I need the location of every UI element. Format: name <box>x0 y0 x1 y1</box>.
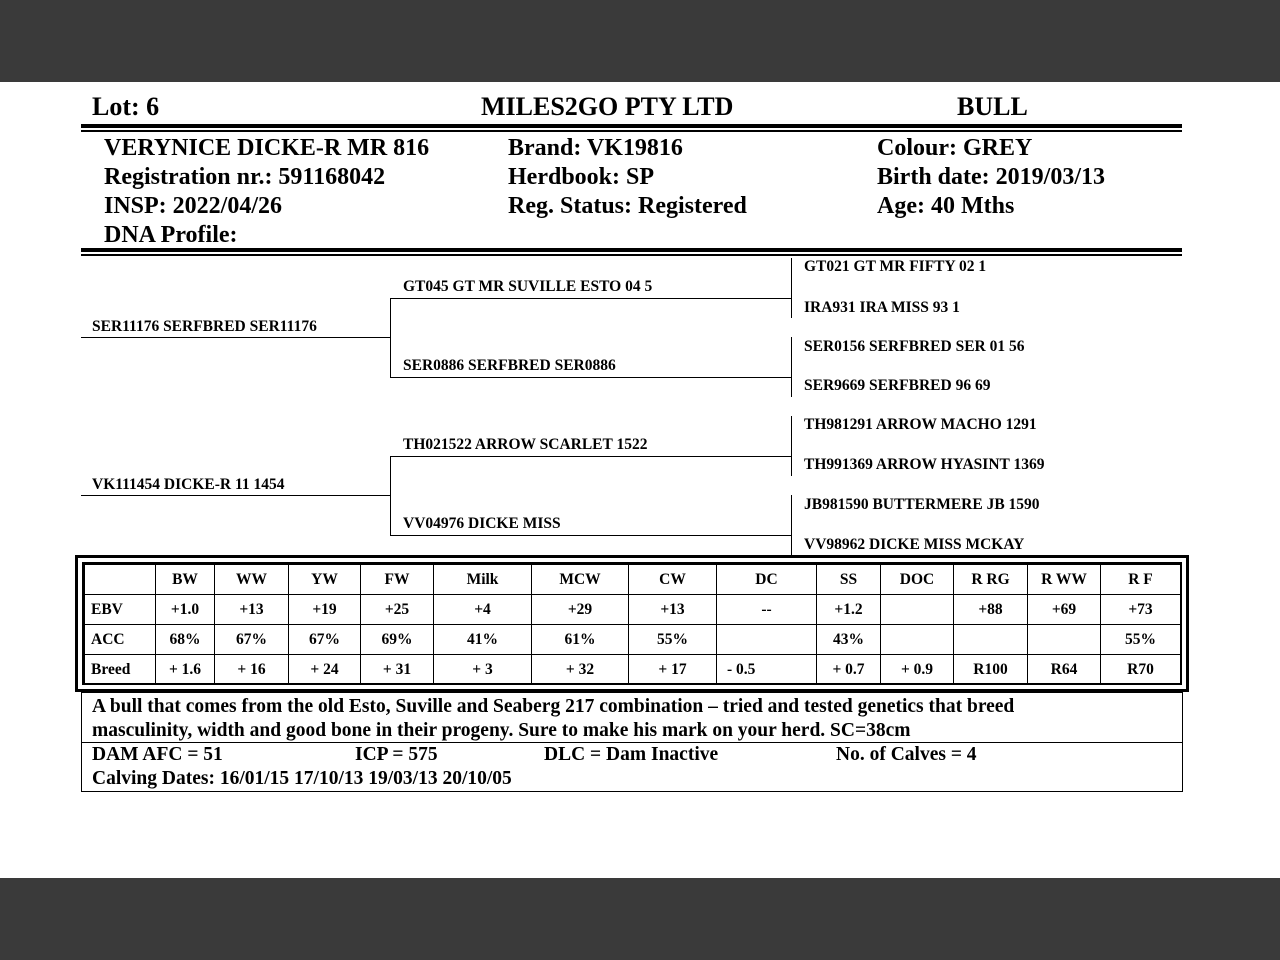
table-row <box>85 595 1181 625</box>
table-header-cell: SS <box>817 565 881 595</box>
dam-calves-count: No. of Calves = 4 <box>836 744 977 765</box>
table-cell: +25 <box>361 595 434 625</box>
header-divider-thick <box>81 124 1182 128</box>
pedigree-ggp: VV98962 DICKE MISS MCKAY <box>804 536 1025 553</box>
table-cell: R70 <box>1101 655 1181 685</box>
table-header-cell: YW <box>289 565 361 595</box>
table-cell: + 32 <box>532 655 629 685</box>
table-cell: + 1.6 <box>156 655 215 685</box>
table-cell: 41% <box>434 625 532 655</box>
pedigree-line <box>791 337 792 397</box>
table-header-cell: CW <box>629 565 717 595</box>
table-header-cell: WW <box>215 565 289 595</box>
table-cell: 43% <box>817 625 881 655</box>
dam-afc: DAM AFC = 51 <box>92 744 223 765</box>
table-cell: R100 <box>954 655 1028 685</box>
row-label-acc: ACC <box>85 625 156 655</box>
table-cell: 55% <box>1101 625 1181 655</box>
table-cell: + 0.7 <box>817 655 881 685</box>
table-cell: 55% <box>629 625 717 655</box>
table-header-cell: R WW <box>1028 565 1101 595</box>
table-cell <box>881 595 954 625</box>
header-divider-thin <box>81 130 1182 132</box>
brand: Brand: VK19816 <box>508 135 683 161</box>
pedigree-sire-dam: SER0886 SERFBRED SER0886 <box>403 357 616 374</box>
table-cell: + 17 <box>629 655 717 685</box>
birth-date: Birth date: 2019/03/13 <box>877 164 1105 190</box>
table-cell: -- <box>717 595 817 625</box>
table-cell: 61% <box>532 625 629 655</box>
table-cell <box>1028 625 1101 655</box>
table-header-cell: Milk <box>434 565 532 595</box>
ebv-header-row <box>85 565 1181 595</box>
row-label-breed: Breed <box>85 655 156 685</box>
pedigree-ggp: SER9669 SERFBRED 96 69 <box>804 377 991 394</box>
table-cell: 69% <box>361 625 434 655</box>
pedigree-ggp: SER0156 SERFBRED SER 01 56 <box>804 338 1025 355</box>
calving-dates: Calving Dates: 16/01/15 17/10/13 19/03/13 20/10/05 <box>92 768 512 789</box>
dam-dlc: DLC = Dam Inactive <box>544 744 719 765</box>
pedigree-line <box>390 456 391 535</box>
pedigree-line <box>390 535 791 536</box>
table-header-cell: FW <box>361 565 434 595</box>
pedigree-dam: VK111454 DICKE-R 11 1454 <box>92 476 285 493</box>
table-cell: +4 <box>434 595 532 625</box>
colour: Colour: GREY <box>877 135 1033 161</box>
table-cell: +13 <box>629 595 717 625</box>
registration-status: Reg. Status: Registered <box>508 193 747 219</box>
row-label-ebv: EBV <box>85 595 156 625</box>
inspection-date: INSP: 2022/04/26 <box>104 193 283 219</box>
table-header-cell: R F <box>1101 565 1181 595</box>
table-cell: +29 <box>532 595 629 625</box>
pedigree-line <box>390 298 391 377</box>
pedigree-line <box>81 337 390 338</box>
table-cell: 68% <box>156 625 215 655</box>
table-header-cell: MCW <box>532 565 629 595</box>
description-line-1: A bull that comes from the old Esto, Suville and Seaberg 217 combination – tried and tested genetics that breed <box>92 696 1015 717</box>
seller-name: MILES2GO PTY LTD <box>481 92 734 121</box>
pedigree-ggp: IRA931 IRA MISS 93 1 <box>804 299 960 316</box>
dna-profile: DNA Profile: <box>104 222 238 248</box>
pedigree-ggp: TH981291 ARROW MACHO 1291 <box>804 416 1037 433</box>
herdbook: Herdbook: SP <box>508 164 655 190</box>
table-header-cell <box>85 565 156 595</box>
description-line-2: masculinity, width and good bone in their progeny. Sure to make his mark on your herd. SC=38cm <box>92 720 911 741</box>
table-cell: + 16 <box>215 655 289 685</box>
table-cell: +1.2 <box>817 595 881 625</box>
sex-label: BULL <box>957 92 1028 121</box>
pedigree-sire: SER11176 SERFBRED SER11176 <box>92 318 317 335</box>
ebv-table <box>84 564 1181 685</box>
table-cell: + 31 <box>361 655 434 685</box>
table-header-cell: BW <box>156 565 215 595</box>
table-cell: +88 <box>954 595 1028 625</box>
lot-number: Lot: 6 <box>92 92 160 121</box>
table-cell: - 0.5 <box>717 655 817 685</box>
table-cell: +69 <box>1028 595 1101 625</box>
table-header-cell: DC <box>717 565 817 595</box>
table-header-cell: DOC <box>881 565 954 595</box>
table-header-cell: R RG <box>954 565 1028 595</box>
bottom-letterbox-bar <box>0 878 1280 960</box>
pedigree-line <box>791 495 792 555</box>
pedigree-dam-sire: TH021522 ARROW SCARLET 1522 <box>403 436 648 453</box>
table-cell: R64 <box>1028 655 1101 685</box>
registration-number: Registration nr.: 591168042 <box>104 164 386 190</box>
table-cell: + 24 <box>289 655 361 685</box>
table-cell <box>717 625 817 655</box>
table-cell: +13 <box>215 595 289 625</box>
table-cell <box>954 625 1028 655</box>
details-divider-thin <box>81 254 1182 256</box>
table-cell: + 3 <box>434 655 532 685</box>
dam-icp: ICP = 575 <box>355 744 438 765</box>
pedigree-line <box>81 495 390 496</box>
table-cell: 67% <box>289 625 361 655</box>
pedigree-ggp: JB981590 BUTTERMERE JB 1590 <box>804 496 1040 513</box>
pedigree-line <box>390 298 791 299</box>
table-cell: + 0.9 <box>881 655 954 685</box>
table-cell: +1.0 <box>156 595 215 625</box>
pedigree-line <box>390 456 791 457</box>
pedigree-line <box>791 258 792 318</box>
pedigree-dam-dam: VV04976 DICKE MISS <box>403 515 561 532</box>
pedigree-ggp: GT021 GT MR FIFTY 02 1 <box>804 258 987 275</box>
table-cell: +19 <box>289 595 361 625</box>
table-cell: +73 <box>1101 595 1181 625</box>
details-divider-thick <box>81 248 1182 252</box>
animal-name: VERYNICE DICKE-R MR 816 <box>104 135 430 161</box>
age: Age: 40 Mths <box>877 193 1015 219</box>
table-cell <box>881 625 954 655</box>
pedigree-line <box>791 416 792 476</box>
top-letterbox-bar <box>0 0 1280 82</box>
pedigree-line <box>390 377 791 378</box>
table-row <box>85 625 1181 655</box>
table-cell: 67% <box>215 625 289 655</box>
pedigree-ggp: TH991369 ARROW HYASINT 1369 <box>804 456 1045 473</box>
table-row <box>85 655 1181 685</box>
pedigree-sire-sire: GT045 GT MR SUVILLE ESTO 04 5 <box>403 278 653 295</box>
